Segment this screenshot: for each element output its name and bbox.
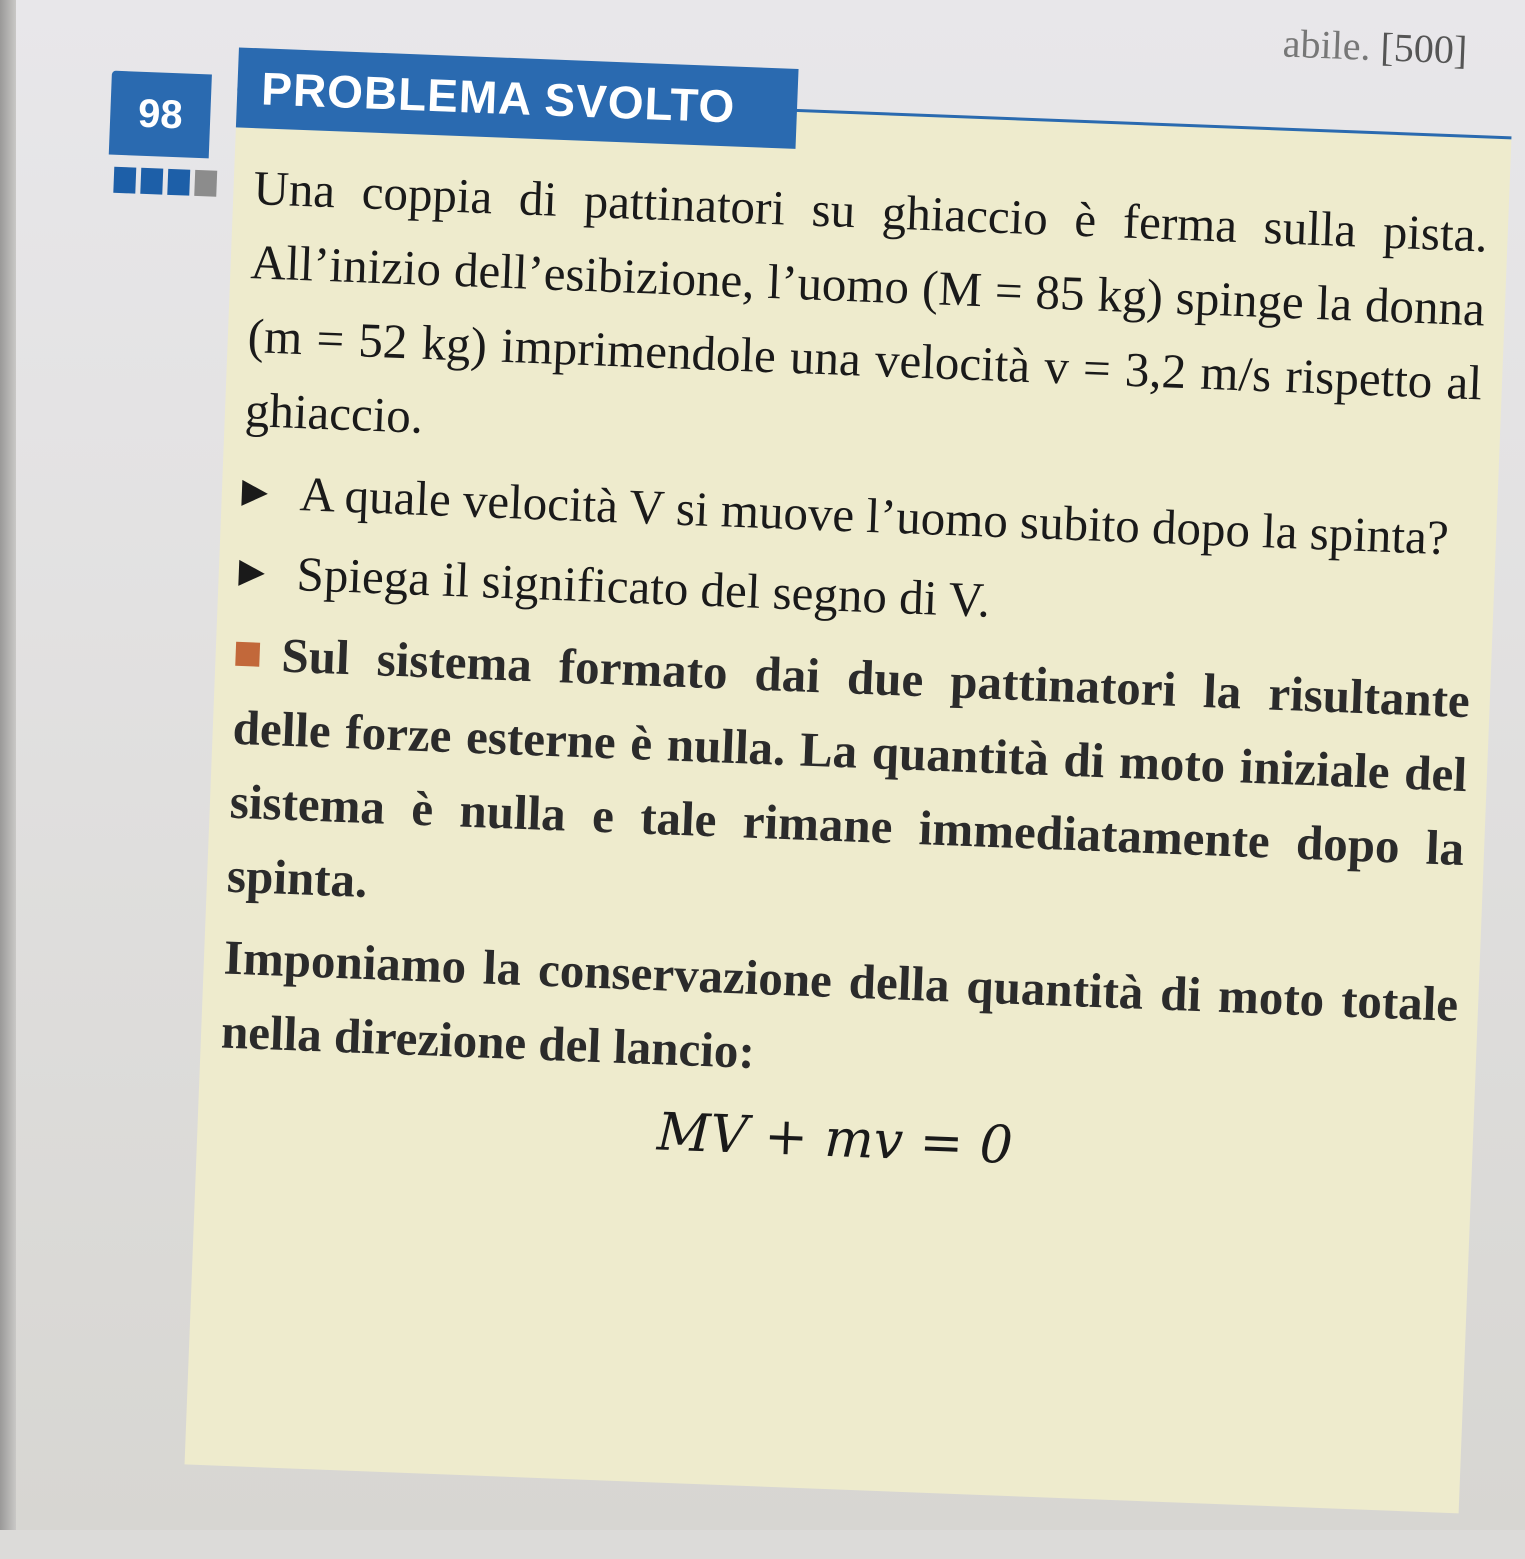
solution-paragraph [226, 617, 1471, 960]
difficulty-square-filled [140, 168, 163, 195]
header-partial-word: abile. [1282, 20, 1372, 69]
triangle-bullet-icon [238, 560, 265, 587]
header-reference-number: [500] [1379, 24, 1469, 73]
problem-title: PROBLEMA SVOLTO [236, 47, 799, 148]
difficulty-indicator [113, 167, 217, 197]
difficulty-square-empty [194, 170, 217, 197]
momentum-equation: MV + mv = 0 [656, 1102, 1014, 1176]
problem-panel [185, 87, 1512, 1513]
header-reference [1282, 20, 1468, 74]
triangle-bullet-icon [241, 480, 268, 507]
difficulty-square-filled [113, 167, 136, 194]
solution-text: Sul sistema formato dai due pattinatori la risultante delle forze esterne è nulla. La quantità di moto iniziale del sistema è nulla e tale rimane immediatamente dopo la spinta. [226, 627, 1471, 908]
question-text: Spiega il significato del segno di V. [295, 546, 992, 628]
difficulty-square-filled [167, 169, 190, 196]
square-bullet-icon [235, 642, 260, 667]
problem-statement: Una coppia di pattinatori su ghiaccio è ferma sulla pista. All’inizio dell’esibizione, l’uomo (M = 85 kg) spinge la donna (m = 52 kg) imprimendole una velocità v = 3,2 m/s rispetto al ghiaccio. [244, 160, 1489, 444]
problem-body [217, 151, 1490, 1200]
solution-paragraph-2: Imponiamo la conservazione della quantità di moto totale nella direzione del lancio: [220, 929, 1460, 1079]
question-text: A quale velocità V si muove l’uomo subito dopo la spinta? [298, 466, 1450, 566]
problem-number: 98 [109, 71, 212, 159]
